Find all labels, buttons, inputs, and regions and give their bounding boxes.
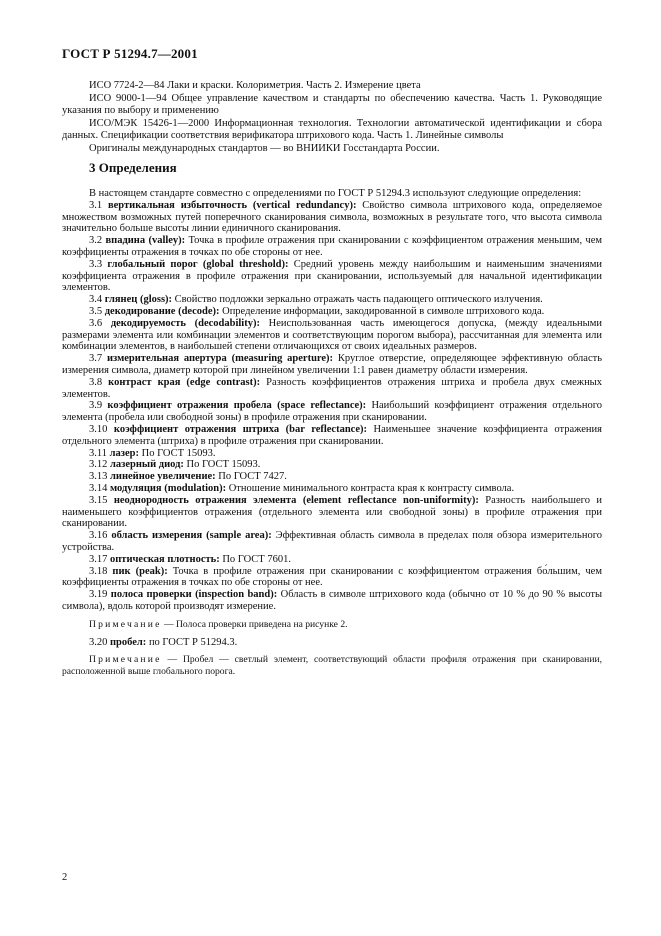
definition-number: 3.19 bbox=[89, 589, 108, 601]
definition-term: коэффициент отражения пробела (space reflectance): bbox=[107, 400, 367, 412]
definition-text: Неиспользованная часть имеющегося допуска, (между идеальными размерами элемента или комбинации элементов и соответствующим порогом выбора), рассчитанная для элемента или комбинации элементов, в наибольшей степени отличающихся от своих идеальных размеров. bbox=[62, 317, 602, 353]
reference-item: ИСО 7724-2—84 Лаки и краски. Колориметрия. Часть 2. Измерение цвета bbox=[89, 80, 421, 91]
definition-term: область измерения (sample area): bbox=[111, 530, 272, 542]
definition-text: Наибольший коэффициент отражения отдельного элемента (пробела или свободной зоны) в профиле отражения при сканировании. bbox=[62, 400, 602, 424]
section-heading: 3 Определения bbox=[89, 160, 177, 175]
definition-number: 3.10 bbox=[89, 423, 108, 435]
definition-number: 3.11 bbox=[89, 447, 107, 459]
definition-term: линейное увеличение: bbox=[110, 471, 216, 483]
definition-text: По ГОСТ 7601. bbox=[219, 553, 291, 565]
definition-term: глянец (gloss): bbox=[104, 294, 173, 306]
definition-text: Свойство символа штрихового кода, определяемое множеством возможных путей поперечного сканирования символа, возможных в результате того, что высота символа значительно больше высоты линии единичного сканирования. bbox=[62, 199, 603, 235]
definition-text: Точка в профиле отражения при сканировании с коэффициентом отражения меньшим, чем коэффициенты отражения в точках по обе стороны от нее. bbox=[62, 235, 602, 258]
definition-number: 3.16 bbox=[89, 530, 108, 542]
definition-term: пик (peak): bbox=[112, 565, 168, 577]
definition-number: 3.14 bbox=[89, 482, 108, 494]
definition-number: 3.18 bbox=[89, 565, 108, 577]
definition-term: лазерный диод: bbox=[110, 459, 184, 471]
definition-item bbox=[62, 235, 602, 259]
definition-number: 3.9 bbox=[89, 400, 103, 412]
definition-text: Область в символе штрихового кода (обычно от 10 % до 90 % высоты символа), вдоль которой производят измерение. bbox=[62, 589, 603, 612]
definition-term: полоса проверки (inspection band): bbox=[110, 589, 278, 601]
reference-item: Оригиналы международных стандартов — во ВНИИКИ Госстандарта России. bbox=[89, 142, 440, 154]
definition-term: коэффициент отражения штриха (bar reflectance): bbox=[113, 423, 367, 435]
definition-term: впадина (valley): bbox=[105, 235, 186, 247]
definition-term: декодирование (decode): bbox=[104, 305, 220, 317]
definition-number: 3.17 bbox=[89, 553, 108, 565]
definition-item bbox=[62, 459, 602, 471]
definition-text: Средний уровень между наибольшим и наименьшим значениями коэффициента отражения в профиле отражения при сканировании, используемый для начальной идентификации элементов. bbox=[62, 258, 602, 294]
definition-item bbox=[62, 377, 602, 401]
note-paragraph bbox=[62, 654, 602, 678]
definition-term: модуляция (modulation): bbox=[110, 482, 227, 494]
definition-text: По ГОСТ 15093. bbox=[183, 459, 261, 471]
definition-text: Отношение минимального контраста края к контрасту символа. bbox=[226, 482, 515, 494]
definition-item bbox=[62, 200, 602, 235]
definition-item bbox=[62, 566, 602, 590]
definition-term: измерительная апертура (measuring aperture): bbox=[106, 353, 334, 365]
definition-item bbox=[62, 424, 602, 448]
definition-item bbox=[62, 259, 602, 294]
definition-number: 3.4 bbox=[89, 294, 103, 306]
definition-number: 3.12 bbox=[89, 459, 108, 471]
note-text: — Полоса проверки приведена на рисунке 2. bbox=[161, 618, 348, 630]
definitions-items bbox=[62, 200, 602, 613]
note-paragraph bbox=[62, 619, 602, 631]
definition-number: 3.7 bbox=[89, 353, 103, 365]
reference-item: ИСО 9000-1—94 Общее управление качеством и стандарты по обеспечению качества. Часть 1. Руководящие указания по выбору и применению bbox=[62, 92, 602, 117]
definition-text: По ГОСТ 15093. bbox=[138, 447, 216, 459]
definition-number: 3.6 bbox=[89, 317, 103, 329]
definition-text: Круглое отверстие, определяющее эффективную область измерения символа, диаметр которой при линейном увеличении 1:1 равен диаметру области измерения. bbox=[62, 353, 602, 376]
definition-item bbox=[62, 530, 602, 554]
definition-term: пробел: bbox=[110, 636, 147, 648]
definition-item bbox=[62, 400, 602, 424]
definition-text: Определение информации, закодированной в символе штрихового кода. bbox=[219, 305, 545, 317]
definition-term: глобальный порог (global threshold): bbox=[107, 258, 289, 270]
definition-item bbox=[62, 448, 602, 460]
note-label: Примечание bbox=[89, 618, 162, 630]
definition-item bbox=[62, 495, 602, 530]
definition-item bbox=[62, 554, 602, 566]
definition-number: 3.15 bbox=[89, 494, 108, 506]
reference-item: ИСО/МЭК 15426-1—2000 Информационная технология. Технологии автоматической идентификации и сбора данных. Спецификации соответствия верификатора штрихового кода. Часть 1. Линейные символы bbox=[62, 117, 602, 142]
definition-term: контраст края (edge contrast): bbox=[108, 376, 261, 388]
definition-item bbox=[62, 306, 602, 318]
definitions-list bbox=[62, 188, 602, 684]
definition-item bbox=[62, 483, 602, 495]
note-text: — Пробел — светлый элемент, соответствующий области профиля отражения при сканировании, расположенной выше глобального порога. bbox=[62, 654, 602, 678]
definition-term: неоднородность отражения элемента (element reflectance non-uniformity): bbox=[113, 494, 479, 506]
definition-number: 3.13 bbox=[89, 471, 108, 483]
normative-references bbox=[62, 80, 602, 156]
definition-text: Эффективная область символа в пределах поля обзора измерительного устройства. bbox=[62, 530, 603, 553]
definition-text: по ГОСТ Р 51294.3. bbox=[146, 636, 238, 648]
definition-number: 3.1 bbox=[89, 199, 103, 211]
definition-text: По ГОСТ 7427. bbox=[215, 471, 287, 483]
definition-number: 3.3 bbox=[89, 258, 103, 270]
definition-text: Свойство подложки зеркально отражать часть падающего оптического излучения. bbox=[172, 294, 543, 306]
definition-number: 3.5 bbox=[89, 305, 103, 317]
definition-text: Разность коэффициентов отражения штриха и пробела двух смежных элементов. bbox=[62, 376, 602, 400]
definition-item bbox=[62, 318, 602, 353]
definition-term: лазер: bbox=[109, 447, 139, 459]
definition-term: декодируемость (decodability): bbox=[110, 317, 260, 329]
note-label: Примечание bbox=[89, 654, 162, 666]
definition-number: 3.2 bbox=[89, 235, 103, 247]
definition-term: вертикальная избыточность (vertical redundancy): bbox=[107, 199, 357, 211]
definitions-intro: В настоящем стандарте совместно с определениями по ГОСТ Р 51294.3 используют следующие определения: bbox=[89, 188, 582, 199]
definition-text: Наименьшее значение коэффициента отражения отдельного элемента (штриха) в профиле отражения при сканировании. bbox=[62, 423, 602, 447]
definition-item bbox=[62, 353, 602, 377]
definition-item bbox=[62, 589, 602, 613]
definition-text: Точка в профиле отражения при сканировании с коэффициентом отражения бо́льшим, чем коэффициенты отражения в точках по обе стороны от нее. bbox=[62, 565, 602, 589]
definition-number: 3.20 bbox=[89, 636, 108, 648]
definition-term: оптическая плотность: bbox=[110, 553, 220, 565]
page-number: 2 bbox=[62, 872, 68, 883]
definition-text: Разность наибольшего и наименьшего коэффициентов отражения (отдельного элемента или свободной зоны) в профиле отражения при сканировании. bbox=[62, 494, 602, 530]
definition-item bbox=[62, 294, 602, 306]
definition-item bbox=[62, 471, 602, 483]
definition-number: 3.8 bbox=[89, 376, 103, 388]
definition-item bbox=[62, 637, 602, 649]
document-header: ГОСТ Р 51294.7—2001 bbox=[62, 46, 198, 61]
